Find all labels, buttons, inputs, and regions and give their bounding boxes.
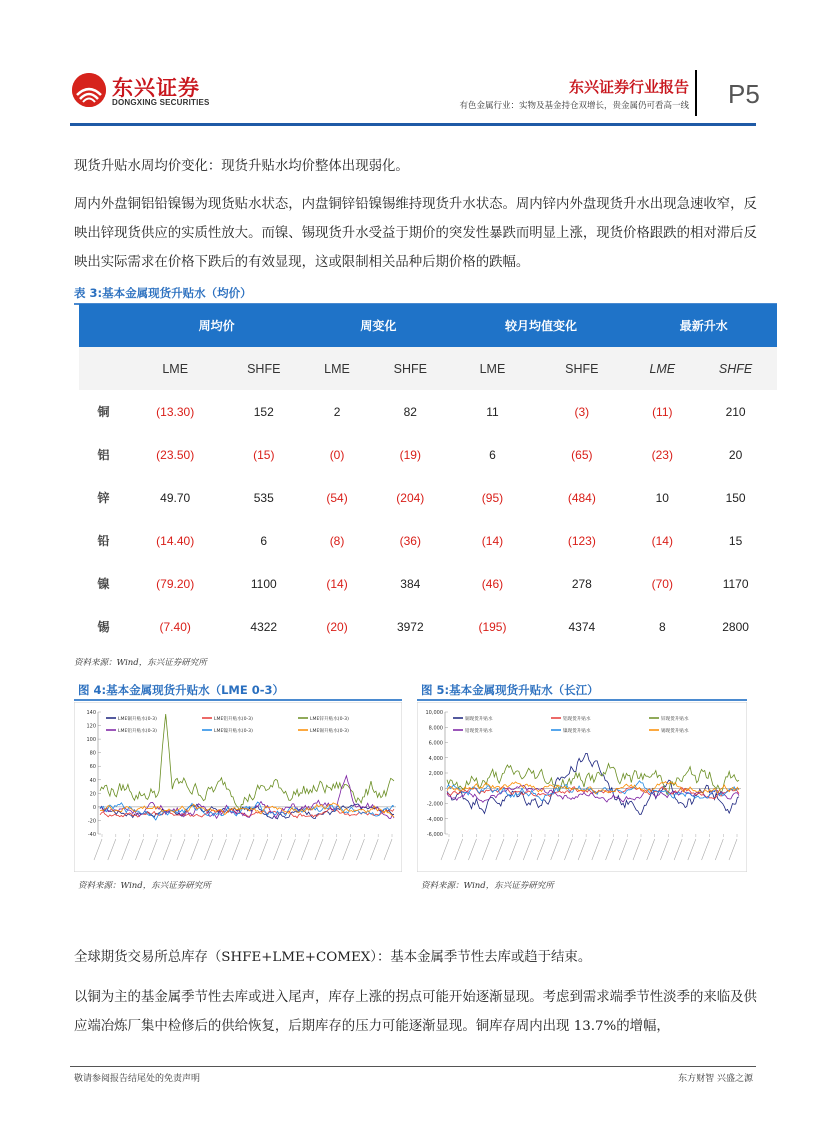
table-cell: (7.40) [159, 619, 191, 634]
table-row [79, 476, 777, 519]
y-tick-label: 120 [86, 723, 96, 730]
group-header: 周变化 [305, 304, 452, 347]
legend-label: LME镍升贴水(0-3) [214, 729, 253, 734]
header-divider [695, 70, 697, 116]
table-cell: (11) [652, 404, 673, 419]
table-cell: (14) [481, 533, 504, 548]
table-cell: (65) [571, 447, 593, 462]
row-label: 铝 [97, 448, 110, 462]
table-group-header-row [79, 304, 777, 347]
table-cell: (204) [396, 490, 425, 505]
y-tick-label: 10,000 [425, 710, 443, 716]
table-cell: (484) [567, 490, 596, 505]
y-tick-label: 8,000 [428, 725, 443, 732]
table-row [79, 562, 777, 605]
group-header: 最新升水 [630, 304, 777, 347]
y-tick-label: 0 [439, 786, 443, 793]
table-cell: 15 [728, 533, 743, 548]
table-title: 表 3:基本金属现货升贴水（均价） [74, 286, 252, 300]
y-tick-label: 80 [89, 750, 96, 757]
y-tick-label: 4,000 [428, 755, 443, 762]
logo-mark [72, 73, 106, 107]
spot-premium-table [79, 304, 777, 648]
row-label: 铅 [97, 534, 110, 548]
table-cell: 11 [486, 404, 499, 419]
footer-disclaimer: 敬请参阅报告结尾处的免责声明 [74, 1074, 201, 1084]
chart-frame [74, 702, 402, 872]
table-cell: (14) [651, 533, 673, 548]
legend-label: 锡现货升贴水 [661, 729, 689, 734]
table-cell: (0) [329, 447, 345, 462]
table-cell: 535 [253, 490, 274, 505]
y-tick-label: 6,000 [428, 740, 443, 747]
table-cell: (23.50) [156, 447, 195, 462]
legend-label: LME铅升贴水(0-3) [118, 729, 157, 734]
table-row [79, 390, 777, 433]
paragraph-3: 全球期货交易所总库存（SHFE+LME+COMEX）：基本金属季节性去库或趋于结束。 [74, 950, 592, 965]
table-cell: 2 [333, 404, 341, 419]
table-body [79, 390, 777, 648]
footer-rule [70, 1066, 756, 1067]
row-label: 锌 [97, 491, 110, 505]
legend-label: 锌现货升贴水 [661, 717, 689, 722]
subheader-cell: SHFE [222, 347, 305, 390]
y-tick-label: 2,000 [428, 771, 443, 777]
header-rule [70, 123, 756, 126]
row-label: 锡 [97, 620, 110, 634]
group-header: 周均价 [128, 304, 305, 347]
table-cell: (54) [326, 490, 348, 505]
figure-5-chart [417, 702, 747, 872]
table-cell: (46) [481, 576, 504, 591]
y-tick-label: 0 [92, 804, 96, 811]
subheader-cell: SHFE [533, 347, 630, 390]
page-number: P5 [728, 79, 760, 109]
legend-label: 镍现货升贴水 [563, 729, 591, 734]
table-cell: 4374 [568, 619, 596, 634]
legend-label: 铜现货升贴水 [465, 717, 493, 722]
y-tick-label: 20 [89, 791, 96, 798]
row-label: 镍 [97, 577, 110, 591]
table-cell: 10 [655, 490, 669, 505]
table-cell: (36) [399, 533, 421, 548]
table-cell: (20) [326, 619, 348, 634]
logo-icon [72, 73, 106, 107]
table-cell: 210 [725, 404, 746, 419]
table-corner-cell [79, 304, 128, 347]
table-cell: 2800 [722, 619, 749, 634]
table-cell: 82 [403, 404, 417, 419]
paragraph-4: 以铜为主的基金属季节性去库或进入尾声，库存上涨的拐点可能开始逐渐显现。考虑到需求端季节性淡季的来临及供应端冶炼厂集中检修后的供给恢复，后期库存的压力可能逐渐显现。铜库存周内出现 13.7%的增幅， [74, 990, 757, 1034]
table-cell: 6 [489, 447, 496, 462]
y-tick-label: 100 [86, 737, 96, 744]
footer-slogan: 东方财智 兴盛之源 [678, 1074, 753, 1084]
figure-4-rule [74, 699, 402, 701]
y-tick-label: 140 [86, 710, 96, 716]
table-cell: 4322 [250, 619, 278, 634]
logo-text-en: DONGXING SECURITIES [112, 98, 210, 107]
table-cell: 278 [571, 576, 592, 591]
subheader-cell: SHFE [369, 347, 452, 390]
legend-label: LME铝升贴水(0-3) [214, 717, 253, 722]
report-subtitle: 有色金属行业：实物及基金持仓双增长，贵金属仍可看高一线 [459, 101, 689, 111]
legend-label: LME锌升贴水(0-3) [310, 717, 349, 722]
subheader-cell: SHFE [694, 347, 777, 390]
figure-4-source: 资料来源：Wind，东兴证券研究所 [78, 881, 211, 891]
logo-text-cn: 东兴证券 [112, 76, 200, 100]
table-row [79, 605, 777, 648]
table-cell: 1100 [250, 576, 277, 591]
figure-4-chart [74, 702, 402, 872]
legend-label: 铅现货升贴水 [465, 729, 493, 734]
chart-frame [417, 702, 747, 872]
table-cell: (13.30) [156, 404, 195, 419]
table-cell: 150 [725, 490, 746, 505]
report-title: 东兴证券行业报告 [568, 78, 689, 96]
table-cell: 20 [728, 447, 743, 462]
y-tick-label: -40 [87, 832, 96, 838]
table-cell: (8) [329, 533, 345, 548]
table-cell: (123) [567, 533, 596, 548]
table-cell: 384 [400, 576, 421, 591]
table-cell: (3) [574, 404, 590, 419]
table-cell: (70) [651, 576, 673, 591]
table-cell: 3972 [396, 619, 424, 634]
table-subheader-row [79, 347, 777, 390]
figure-4-title: 图 4:基本金属现货升贴水（LME 0-3） [78, 683, 285, 697]
subheader-cell: LME [452, 347, 534, 390]
y-tick-label: -2,000 [426, 801, 443, 808]
table-cell: (14) [326, 576, 348, 591]
table-row [79, 519, 777, 562]
table-cell: (19) [399, 447, 421, 462]
legend-label: LME铜升贴水(0-3) [118, 717, 157, 722]
table-cell: 152 [253, 404, 274, 419]
subheader-cell: LME [128, 347, 222, 390]
group-header: 较月均值变化 [452, 304, 631, 347]
figure-5-title: 图 5:基本金属现货升贴水（长江） [421, 683, 599, 697]
y-tick-label: -4,000 [426, 816, 443, 823]
table-cell: 49.70 [160, 490, 191, 505]
row-label: 铜 [97, 405, 110, 419]
table-cell: (23) [651, 447, 673, 462]
table-cell: 8 [658, 619, 666, 634]
table-row [79, 433, 777, 476]
subheader-blank [79, 347, 128, 390]
figure-5-source: 资料来源：Wind，东兴证券研究所 [421, 881, 554, 891]
table-cell: (15) [253, 447, 275, 462]
subheader-cell: LME [305, 347, 369, 390]
figure-5-rule [417, 699, 747, 701]
table-cell: (195) [478, 619, 507, 634]
table-cell: (14.40) [156, 533, 195, 548]
table-cell: 6 [260, 533, 268, 548]
legend-label: LME锡升贴水(0-3) [310, 729, 349, 734]
y-tick-label: -6,000 [426, 832, 443, 838]
table-source: 资料来源：Wind，东兴证券研究所 [74, 658, 207, 668]
table-cell: (79.20) [156, 576, 195, 591]
paragraph-1: 现货升贴水周均价变化：现货升贴水均价整体出现弱化。 [74, 159, 409, 174]
paragraph-2: 周内外盘铜铝铅镍锡为现货贴水状态，内盘铜锌铅镍锡维持现货升水状态。周内锌内外盘现货升水出现急速收窄，反映出锌现货供应的实质性放大。而镍、锡现货升水受益于期价的突发性暴跌而明显上涨，现货价格跟跌的相对滞后反映出实际需求在价格下跌后的有效显现，这或限制相关品种后期价格的跌幅。 [74, 197, 757, 270]
y-tick-label: -20 [87, 818, 96, 825]
y-tick-label: 40 [89, 777, 96, 784]
y-tick-label: 60 [89, 764, 96, 771]
table-cell: 1170 [722, 576, 749, 591]
legend-label: 铝现货升贴水 [563, 717, 591, 722]
subheader-cell: LME [630, 347, 694, 390]
table-cell: (95) [481, 490, 504, 505]
